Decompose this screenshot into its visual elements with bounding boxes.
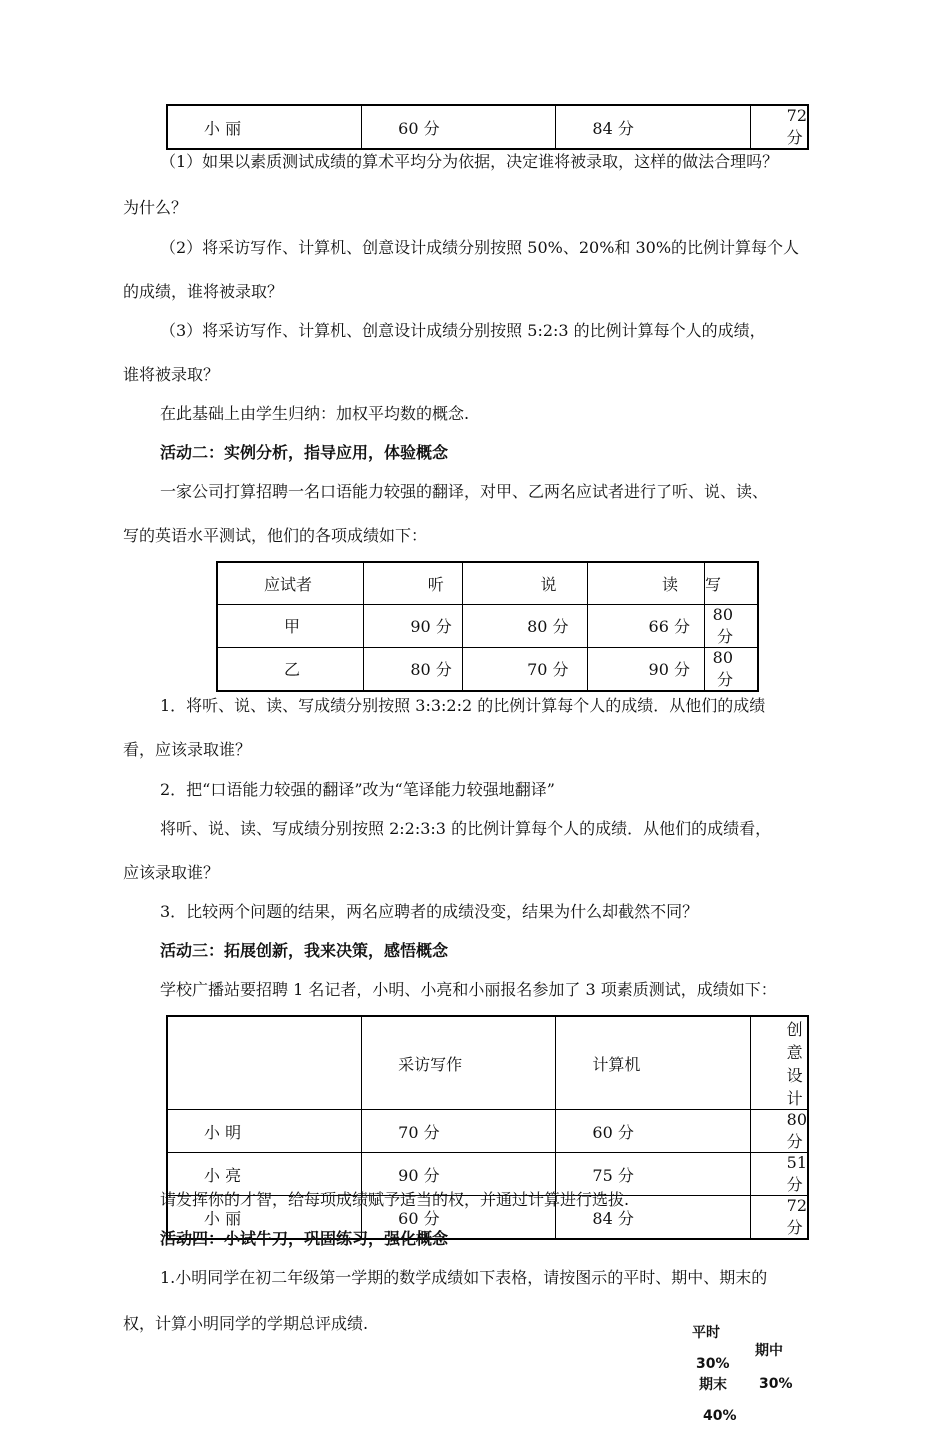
pie-pct-qimo: 40% [703,1408,737,1424]
table-header [167,1016,362,1110]
table-cell: 乙 [217,647,363,691]
activity-2-title: 活动二：实例分析，指导应用，体验概念 [160,443,449,462]
question-1-cont: 为什么？ [123,198,188,217]
pie-pct-pingshi: 30% [696,1356,730,1372]
table-cell: 84 分 [556,1196,750,1240]
pie-label-qizhong: 期中 [755,1343,783,1359]
pie-pct-qizhong: 30% [759,1376,793,1392]
table-cell: 90 分 [587,647,704,691]
table-cell: 60 分 [362,105,556,149]
activity-2-question-3: 3．比较两个问题的结果，两名应聘者的成绩没变，结果为什么却截然不同？ [160,902,699,921]
table-cell: 84 分 [556,105,750,149]
table-cell: 80 分 [704,647,758,691]
question-3-cont: 谁将被录取？ [123,365,220,384]
activity-2-question-2-cont: 应该录取谁？ [123,863,220,882]
pie-label-qimo: 期末 [699,1377,727,1393]
table-cell: 70 分 [362,1110,556,1153]
activity-2-text: 一家公司打算招聘一名口语能力较强的翻译，对甲、乙两名应试者进行了听、说、读、 [160,482,769,501]
table-row [217,562,758,604]
table-row [167,1016,808,1110]
table-row [217,647,758,691]
table-header: 说 [462,562,587,604]
activity-2-question-2-text: 将听、说、读、写成绩分别按照 2:2:3:3 的比例计算每个人的成绩．从他们的成绩看， [160,819,772,838]
activity-3-title: 活动三：拓展创新，我来决策，感悟概念 [160,941,449,960]
activity-3-text-2: 请发挥你的才智，给每项成绩赋予适当的权，并通过计算进行选拔. [160,1190,630,1209]
pie-label-pingshi: 平时 [692,1325,720,1341]
table-row [167,1110,808,1153]
table-header: 采访写作 [362,1016,556,1110]
table-cell: 72 分 [750,105,808,149]
table-cell: 60 分 [556,1110,750,1153]
activity-4-title: 活动四：小试牛刀，巩固练习，强化概念 [160,1229,449,1248]
table-cell: 80 分 [363,647,462,691]
top-table [166,104,809,150]
table-header: 应试者 [217,562,363,604]
table-cell: 75 分 [556,1153,750,1196]
question-3: （3）将采访写作、计算机、创意设计成绩分别按照 5:2:3 的比例计算每个人的成绩， [160,321,766,340]
activity-3-text: 学校广播站要招聘 1 名记者，小明、小亮和小丽报名参加了 3 项素质测试，成绩如下： [160,980,777,999]
table-cell: 80 分 [750,1110,808,1153]
table-cell: 80 分 [462,604,587,647]
table-header: 计算机 [556,1016,750,1110]
table-cell: 小 丽 [167,105,362,149]
table-cell: 90 分 [363,604,462,647]
activity-4-text-cont: 权，计算小明同学的学期总评成绩. [123,1314,369,1333]
table-cell: 51 分 [750,1153,808,1196]
table-cell: 小 丽 [167,1196,362,1240]
table-cell: 小 亮 [167,1153,362,1196]
table-cell: 80 分 [704,604,758,647]
table-row [217,604,758,647]
activity-2-question-1-cont: 看，应该录取谁？ [123,740,252,759]
table-header: 写 [704,562,758,604]
table-cell: 90 分 [362,1153,556,1196]
table-cell: 66 分 [587,604,704,647]
table-header: 听 [363,562,462,604]
table-header: 创意设计 [750,1016,808,1110]
table-header: 读 [587,562,704,604]
activity-2-question-1: 1．将听、说、读、写成绩分别按照 3:3:2:2 的比例计算每个人的成绩．从他们的成绩 [160,696,766,715]
activity-2-text-cont: 写的英语水平测试，他们的各项成绩如下： [123,526,428,545]
table-cell: 72 分 [750,1196,808,1240]
activity-4-text: 1.小明同学在初二年级第一学期的数学成绩如下表格，请按图示的平时、期中、期末的 [160,1268,768,1287]
table-row [167,105,808,149]
table-cell: 小 明 [167,1110,362,1153]
score-table-2 [216,561,759,692]
activity-2-question-2: 2．把“口语能力较强的翻译”改为“笔译能力较强地翻译” [160,780,555,799]
table-cell: 甲 [217,604,363,647]
table-cell: 60 分 [362,1196,556,1240]
summary-text: 在此基础上由学生归纳：加权平均数的概念. [160,404,470,423]
question-2-cont: 的成绩，谁将被录取？ [123,282,284,301]
question-1: （1）如果以素质测试成绩的算术平均分为依据，决定谁将被录取，这样的做法合理吗？ [160,152,779,171]
table-cell: 70 分 [462,647,587,691]
question-2: （2）将采访写作、计算机、创意设计成绩分别按照 50%、20%和 30%的比例计算每个人 [160,238,800,257]
